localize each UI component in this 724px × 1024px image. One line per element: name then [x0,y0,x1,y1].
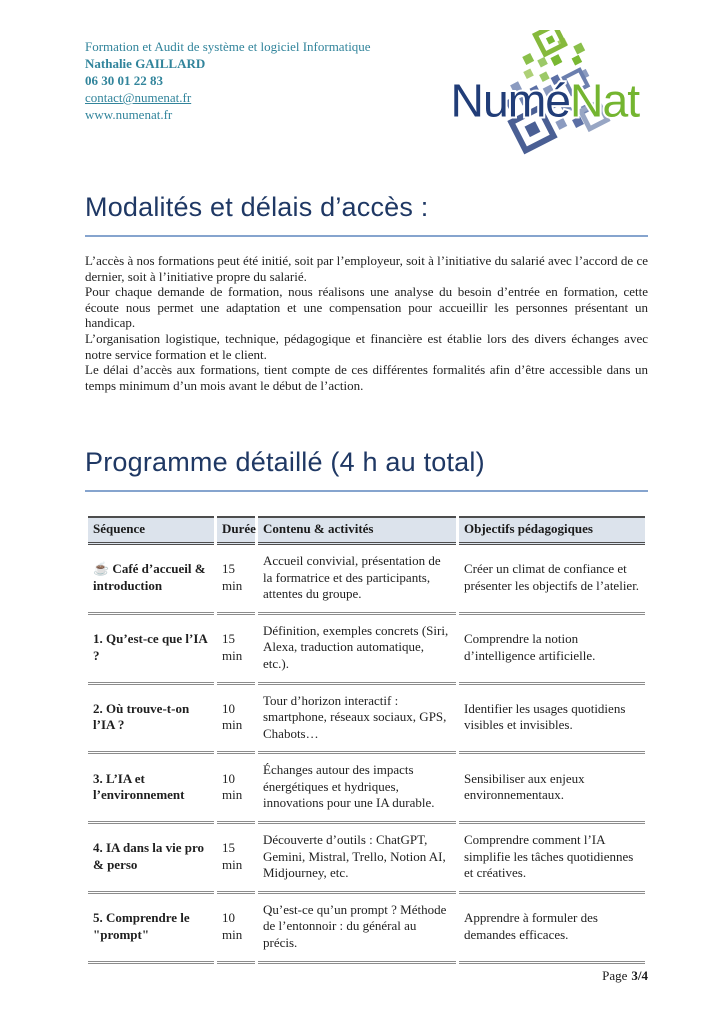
column-header-objectifs: Objectifs pédagogiques [459,516,645,545]
table-row [88,545,645,615]
contact-name: Nathalie GAILLARD [85,56,206,71]
cell-objectifs: Sensibiliser aux enjeux environnementaux. [459,754,645,824]
table-row [88,824,645,894]
paragraph: L’organisation logistique, technique, pédagogique et financière est établie lors des divers échanges avec notre service formation et le client. [85,330,648,362]
cell-sequence: 1. Qu’est-ce que l’IA ? [88,615,214,685]
logo-wordmark [451,75,641,127]
contact-block [85,38,371,123]
cell-objectifs: Créer un climat de confiance et présenter les objectifs de l’atelier. [459,545,645,615]
cell-contenu: Définition, exemples concrets (Siri, Alexa, traduction automatique, etc.). [258,615,456,685]
cell-contenu: Découverte d’outils : ChatGPT, Gemini, Mistral, Trello, Notion AI, Midjourney, etc. [258,824,456,894]
page-number-value: 3/4 [631,968,648,983]
logo-text-blue: Numé [450,74,571,127]
cell-contenu: Tour d’horizon interactif : smartphone, réseaux sociaux, GPS, Chabots… [258,685,456,755]
programme-table [85,516,648,963]
cell-sequence: 3. L’IA et l’environnement [88,754,214,824]
paragraph: Pour chaque demande de formation, nous réalisons une analyse du besoin d’entrée en formation, cette écoute nous permet une adaptation et une compensation pour accueillir les personnes présentant un handicap. [85,284,648,331]
section-title-modalites: Modalités et délais d’accès : [85,192,648,237]
page-number [602,968,648,984]
website-link[interactable]: www.numenat.fr [85,107,173,122]
cell-contenu: Échanges autour des impacts énergétiques et hydriques, innovations pour une IA durable. [258,754,456,824]
header-tagline: Formation et Audit de système et logiciel Informatique [85,39,371,54]
numenat-logo-graphic [450,30,648,158]
cell-sequence: 5. Comprendre le "prompt" [88,894,214,964]
numenat-logo [450,30,648,158]
table-row [88,894,645,964]
paragraph: L’accès à nos formations peut été initié, soit par l’employeur, soit à l’initiative du salarié avec l’accord de ce dernier, soit à l’initiative propre du salarié. [85,253,648,284]
contact-phone: 06 30 01 22 83 [85,73,163,88]
cell-sequence: 4. IA dans la vie pro & perso [88,824,214,894]
table-row [88,685,645,755]
page-number-label: Page [602,968,628,983]
table-header-row [88,516,645,545]
cell-objectifs: Apprendre à formuler des demandes efficaces. [459,894,645,964]
cell-objectifs: Comprendre la notion d’intelligence artificielle. [459,615,645,685]
cell-sequence: ☕ Café d’accueil & introduction [88,545,214,615]
cell-duree: 15 min [217,615,255,685]
cell-objectifs: Comprendre comment l’IA simplifie les tâches quotidiennes et créatives. [459,824,645,894]
cell-duree: 10 min [217,685,255,755]
doc-header [85,38,648,158]
section-title-programme: Programme détaillé (4 h au total) [85,447,648,492]
table-row [88,615,645,685]
cell-contenu: Accueil convivial, présentation de la formatrice et des participants, attentes du groupe. [258,545,456,615]
cell-duree: 10 min [217,894,255,964]
table-row [88,754,645,824]
column-header-sequence: Séquence [88,516,214,545]
cell-duree: 15 min [217,545,255,615]
logo-text-green: Nat [570,74,640,127]
email-link[interactable]: contact@numenat.fr [85,90,192,105]
column-header-duree: Durée [217,516,255,545]
cell-objectifs: Identifier les usages quotidiens visibles et invisibles. [459,685,645,755]
cell-sequence: 2. Où trouve-t-on l’IA ? [88,685,214,755]
cell-contenu: Qu’est-ce qu’un prompt ? Méthode de l’entonnoir : du général au précis. [258,894,456,964]
cell-duree: 15 min [217,824,255,894]
paragraph: Le délai d’accès aux formations, tient compte de ces différentes formalités afin d’être accessible dans un temps minimum d’un mois avant le début de l’action. [85,362,648,393]
cell-duree: 10 min [217,754,255,824]
modalites-paragraphs [85,253,648,393]
column-header-contenu: Contenu & activités [258,516,456,545]
